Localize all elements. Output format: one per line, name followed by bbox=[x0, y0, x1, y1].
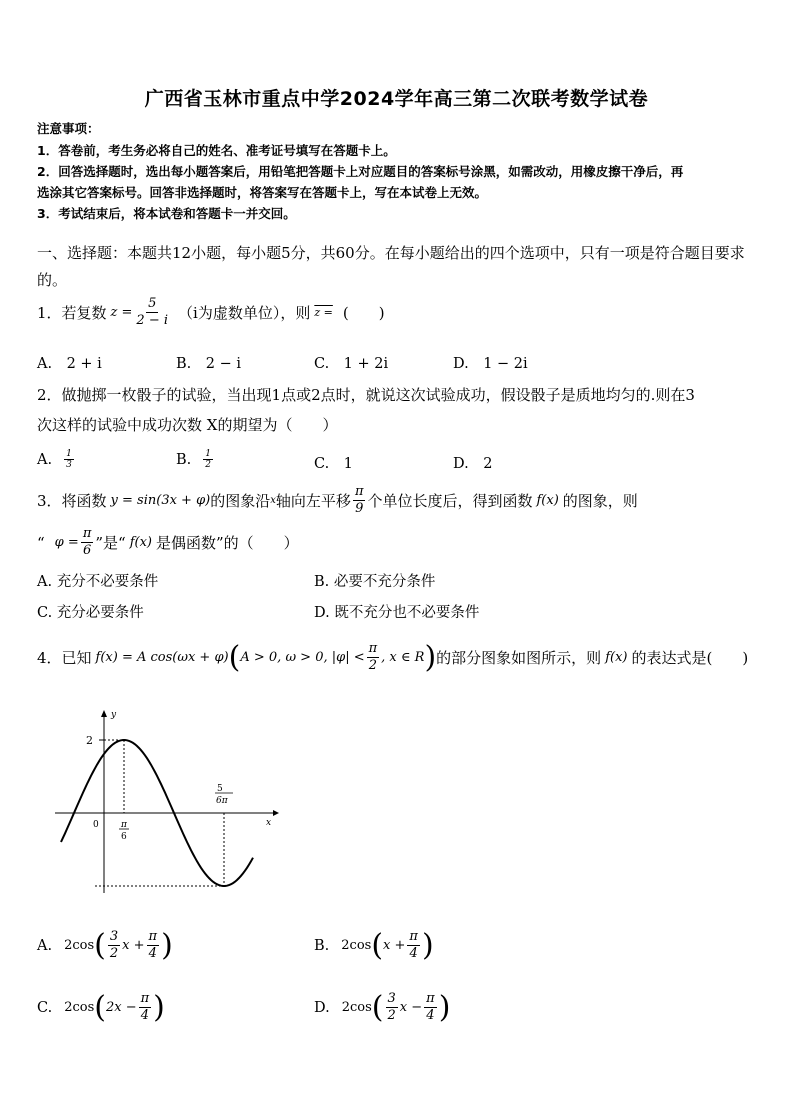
q4-d-shift-num: π bbox=[426, 991, 435, 1006]
q3-option-b[interactable]: B. 必要不充分条件 bbox=[314, 574, 436, 590]
q1-option-d[interactable]: D. 1 − 2i bbox=[453, 356, 528, 372]
tick2-den: 6π bbox=[216, 796, 228, 806]
q4-c-shift-den: 4 bbox=[140, 1008, 150, 1023]
q1-fraction bbox=[134, 296, 170, 329]
q3-open-quote: “ bbox=[37, 533, 45, 552]
q4-d-label: D. bbox=[314, 999, 330, 1016]
q2-b-den: 2 bbox=[205, 460, 211, 470]
q4-a-coef-num: 3 bbox=[109, 929, 119, 944]
q4-b-label: B. bbox=[314, 937, 330, 954]
q4-d-coef-den: 2 bbox=[387, 1008, 396, 1023]
q1-num: 5 bbox=[148, 296, 157, 311]
q4-option-b[interactable] bbox=[314, 928, 434, 963]
q4-d-var: x − bbox=[399, 1000, 423, 1015]
q2-option-a-label: A. bbox=[37, 451, 53, 468]
q1-zbar: z = bbox=[314, 306, 333, 319]
q4-a-lparen: ( bbox=[94, 928, 106, 963]
q4-c-label: C. bbox=[37, 999, 53, 1016]
q4-fx: f(x) bbox=[605, 650, 628, 665]
q4-c-rparen: ) bbox=[153, 990, 165, 1025]
section-heading: 一、选择题：本题共12小题，每小题5分，共60分。在每小题给出的四个选项中，只有一项是符合题目要求的。 bbox=[37, 244, 745, 289]
q3-option-c[interactable]: C. 充分必要条件 bbox=[37, 605, 144, 621]
q4-c-shift bbox=[139, 991, 152, 1024]
q1-mid: （i为虚数单位），则 bbox=[178, 304, 311, 322]
q1-option-b[interactable]: B. 2 − i bbox=[176, 356, 241, 372]
q4-d-coef bbox=[386, 991, 398, 1024]
q3-shift-num: π bbox=[354, 484, 364, 499]
q4-lead: 4．已知 bbox=[37, 649, 92, 667]
q3-mid4: 的图象，则 bbox=[562, 492, 638, 510]
q4-d-shift-den: 4 bbox=[426, 1008, 435, 1023]
q3-phi: φ = bbox=[54, 535, 79, 550]
q3-mid3: 个单位长度后，得到函数 bbox=[367, 492, 533, 510]
q4-option-c[interactable] bbox=[37, 990, 165, 1025]
q4-d-coef-num: 3 bbox=[387, 991, 396, 1006]
q4-b-var: x + bbox=[383, 938, 406, 953]
q4-d-pre: 2cos bbox=[341, 1000, 372, 1015]
q4-cond-num: π bbox=[368, 641, 378, 656]
q4-b-rparen: ) bbox=[421, 928, 434, 963]
q3-lead: 3．将函数 bbox=[37, 492, 107, 510]
question-1 bbox=[37, 296, 385, 329]
q4-cond-fraction bbox=[367, 641, 380, 674]
y-max-label: 2 bbox=[86, 734, 93, 747]
q2-option-c[interactable]: C. 1 bbox=[314, 456, 353, 472]
x-axis-arrow bbox=[273, 810, 279, 816]
q2-option-b[interactable] bbox=[176, 449, 215, 470]
q4-a-shift bbox=[147, 929, 160, 962]
q2-a-num: 1 bbox=[66, 449, 72, 459]
q4-a-var: x + bbox=[122, 938, 145, 953]
page-title: 广西省玉林市重点中学2024学年高三第二次联考数学试卷 bbox=[144, 88, 649, 110]
q4-a-shift-num: π bbox=[148, 929, 158, 944]
q3-option-d[interactable]: D. 既不充分也不必要条件 bbox=[314, 605, 480, 621]
q4-b-shift-num: π bbox=[409, 929, 418, 944]
q4-stem bbox=[37, 640, 748, 675]
q4-a-label: A. bbox=[37, 937, 53, 954]
q3-x: x bbox=[270, 495, 276, 506]
y-axis-label: y bbox=[111, 710, 117, 720]
q4-b-lparen: ( bbox=[371, 928, 384, 963]
q3-option-a[interactable]: A. 充分不必要条件 bbox=[37, 574, 159, 590]
q4-b-pre: 2cos bbox=[341, 938, 372, 953]
origin-label: 0 bbox=[93, 820, 99, 830]
q4-b-shift bbox=[407, 929, 420, 962]
q2-option-b-fraction bbox=[203, 449, 213, 470]
q4-c-lparen: ( bbox=[94, 990, 106, 1025]
notice-item-2-cont: 选涂其它答案标号。回答非选择题时，将答案写在答题卡上，写在本试卷上无效。 bbox=[37, 185, 488, 200]
q3-line-1 bbox=[37, 484, 638, 517]
tick2-num: 5 bbox=[217, 784, 223, 794]
q3-shift-den: 9 bbox=[355, 501, 364, 516]
q4-close-paren: ) bbox=[424, 640, 437, 675]
notice-item-3: 3．考试结束后，将本试卷和答题卡一并交回。 bbox=[37, 206, 296, 221]
q3-phi-num: π bbox=[82, 526, 92, 541]
q4-end: 的表达式是( ) bbox=[631, 649, 749, 667]
tick1-num: π bbox=[121, 820, 127, 830]
q3-l2-fx: f(x) bbox=[129, 535, 152, 550]
q2-option-a[interactable] bbox=[37, 449, 76, 470]
q4-c-shift-num: π bbox=[140, 991, 150, 1006]
q4-a-shift-den: 4 bbox=[148, 946, 157, 961]
q4-b-shift-den: 4 bbox=[409, 946, 418, 961]
tick1-den: 6 bbox=[121, 832, 127, 842]
notice-item-2: 2．回答选择题时，选出每小题答案后，用铅笔把答题卡上对应题目的答案标号涂黑，如需改动，用橡皮擦干净后，再 bbox=[37, 164, 684, 179]
q4-c-var: 2x − bbox=[105, 1000, 137, 1015]
q4-d-shift bbox=[424, 991, 437, 1024]
cosine-graph bbox=[55, 705, 285, 895]
q2-b-num: 1 bbox=[205, 449, 211, 459]
x-axis-label: x bbox=[266, 818, 272, 828]
q1-paren: ( ) bbox=[342, 304, 385, 322]
q4-a-rparen: ) bbox=[161, 928, 173, 963]
q3-fx: f(x) bbox=[536, 493, 559, 508]
q4-a-pre: 2cos bbox=[64, 938, 95, 953]
q3-func: y = sin(3x + φ) bbox=[110, 493, 211, 508]
q4-option-a[interactable] bbox=[37, 928, 173, 963]
q4-func: f(x) = A cos(ωx + φ) bbox=[95, 650, 229, 665]
notice-heading: 注意事项： bbox=[37, 121, 100, 136]
q3-line-2 bbox=[37, 526, 299, 559]
q4-cond2: , x ∈ R bbox=[381, 650, 425, 665]
q3-l2-mid: ”是“ bbox=[95, 534, 126, 552]
q4-d-rparen: ) bbox=[438, 990, 451, 1025]
q1-den: 2 − i bbox=[136, 313, 169, 328]
y-axis-arrow bbox=[101, 710, 107, 717]
q2-option-b-label: B. bbox=[176, 451, 192, 468]
q2-option-d[interactable]: D. 2 bbox=[453, 456, 493, 472]
q2-a-den: 3 bbox=[66, 460, 72, 470]
q4-a-coef bbox=[108, 929, 120, 962]
q2-option-a-fraction bbox=[64, 449, 74, 470]
q2-line-1: 2．做抛掷一枚骰子的试验，当出现1点或2点时，就说这次试验成功，假设骰子是质地均匀的.则在3 bbox=[37, 386, 695, 404]
q4-c-pre: 2cos bbox=[64, 1000, 95, 1015]
q3-phi-den: 6 bbox=[82, 543, 92, 558]
q4-a-coef-den: 2 bbox=[109, 946, 119, 961]
q4-d-lparen: ( bbox=[371, 990, 384, 1025]
q3-shift-fraction bbox=[353, 484, 366, 517]
q4-option-d[interactable] bbox=[314, 990, 450, 1025]
q4-mid: 的部分图象如图所示，则 bbox=[436, 649, 602, 667]
q3-phi-fraction bbox=[81, 526, 94, 559]
q1-lead: 1．若复数 bbox=[37, 304, 107, 322]
q1-z: z = bbox=[110, 305, 133, 320]
q4-cond-den: 2 bbox=[368, 658, 378, 673]
q3-l2-end: 是偶函数”的（ ） bbox=[156, 534, 299, 552]
q2-line-2: 次这样的试验中成功次数 X的期望为（ ） bbox=[37, 416, 338, 434]
q1-option-a[interactable]: A. 2 + i bbox=[37, 356, 102, 372]
q4-cond1: A > 0, ω > 0, |φ| < bbox=[240, 650, 365, 665]
q4-open-paren: ( bbox=[228, 640, 241, 675]
q3-mid1: 的图象沿 bbox=[210, 492, 271, 510]
q3-mid2: 轴向左平移 bbox=[275, 492, 351, 510]
notice-item-1: 1．答卷前，考生务必将自己的姓名、准考证号填写在答题卡上。 bbox=[37, 143, 396, 158]
q1-option-c[interactable]: C. 1 + 2i bbox=[314, 356, 389, 372]
